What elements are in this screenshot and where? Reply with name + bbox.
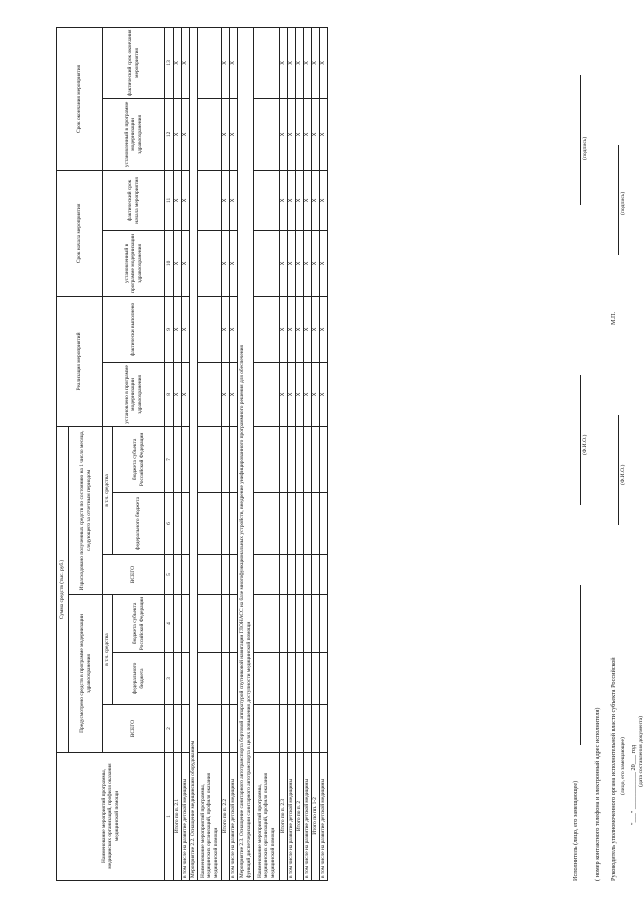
table-cell xyxy=(288,493,296,555)
x-mark: X xyxy=(174,170,182,230)
x-mark: X xyxy=(230,98,238,170)
row-label: в том числе на развитие детской медицины xyxy=(230,753,238,881)
table-row xyxy=(182,27,190,880)
table-cell xyxy=(312,705,320,753)
x-mark: X xyxy=(296,230,304,296)
table-row xyxy=(230,27,238,880)
col-num: 6 xyxy=(165,493,174,555)
table-cell xyxy=(304,705,312,753)
table-cell xyxy=(288,705,296,753)
table-cell xyxy=(320,705,328,753)
x-mark: X xyxy=(320,230,328,296)
table-body xyxy=(174,27,328,880)
table-cell xyxy=(230,426,238,492)
x-mark: X xyxy=(222,362,230,426)
table-cell xyxy=(254,296,280,362)
section-title-line: Мероприятие 2.3. Оснащение санитарного автотранспорта бортовой аппаратурой спутниковой навигации ГЛОНАСС на базе многофункциональных устройств, внедрение унифицированного программного решения для обеспечения xyxy=(239,344,246,878)
table-cell xyxy=(182,705,190,753)
x-mark: X xyxy=(222,27,230,98)
header-planned: Предусмотрено средств в программе модернизации здравоохранения xyxy=(69,595,103,753)
table-cell xyxy=(320,653,328,705)
x-mark: X xyxy=(320,170,328,230)
header-incl-planned: в т.ч. средства xyxy=(103,595,113,705)
table-row xyxy=(296,27,304,880)
table-cell xyxy=(312,426,320,492)
table-cell xyxy=(230,493,238,555)
x-mark: X xyxy=(174,296,182,362)
table-cell xyxy=(222,555,230,595)
row-label: Наименование мероприятий программы, медицинских организаций, профиля оказания медицинской помощи xyxy=(198,753,222,881)
executor-label: Исполнитель (лицо, его замещающее) xyxy=(572,780,579,881)
x-mark: X xyxy=(182,170,190,230)
table-cell xyxy=(198,555,222,595)
table-cell xyxy=(198,27,222,98)
table-row xyxy=(174,27,182,880)
x-mark: X xyxy=(174,230,182,296)
table-row xyxy=(320,27,328,880)
table-row xyxy=(288,27,296,880)
x-mark: X xyxy=(304,362,312,426)
x-mark: X xyxy=(296,362,304,426)
head-fio-caption: (Ф.И.О.) xyxy=(620,464,626,485)
section-title xyxy=(238,27,254,880)
table-cell xyxy=(198,170,222,230)
x-mark: X xyxy=(280,296,288,362)
table-cell xyxy=(230,705,238,753)
executor-line-1 xyxy=(580,585,581,745)
head-sign-line xyxy=(618,145,619,255)
x-mark: X xyxy=(304,27,312,98)
table-cell xyxy=(182,493,190,555)
x-mark: X xyxy=(288,230,296,296)
table-cell xyxy=(254,27,280,98)
x-mark: X xyxy=(280,230,288,296)
col-num: 11 xyxy=(165,170,174,230)
header-used: Израсходовано полученных средств по состоянию на 1 число месяца, следующего за отчетным периодом xyxy=(69,426,103,594)
x-mark: X xyxy=(320,27,328,98)
table-row xyxy=(312,27,320,880)
table-cell xyxy=(198,296,222,362)
header-start-actual: фактический срок начала мероприятия xyxy=(103,170,165,230)
x-mark: X xyxy=(288,27,296,98)
table-cell xyxy=(280,493,288,555)
table-cell xyxy=(174,653,182,705)
row-label: Итого по п. 2.2 xyxy=(222,753,230,881)
header-total-planned: ВСЕГО xyxy=(103,705,165,753)
header-impl: Реализация мероприятий xyxy=(57,296,103,426)
table-row xyxy=(254,27,280,880)
table-cell xyxy=(174,705,182,753)
header-total-used: ВСЕГО xyxy=(103,555,165,595)
col-num: 1 xyxy=(165,753,174,881)
col-num: 8 xyxy=(165,362,174,426)
table-cell xyxy=(312,595,320,653)
table-cell xyxy=(198,705,222,753)
table-cell xyxy=(198,426,222,492)
table-cell xyxy=(174,555,182,595)
x-mark: X xyxy=(182,230,190,296)
x-mark: X xyxy=(312,27,320,98)
x-mark: X xyxy=(174,27,182,98)
table-cell xyxy=(174,595,182,653)
header-regional-planned: бюджета субъекта Российской Федерации xyxy=(113,595,165,653)
table-cell xyxy=(304,426,312,492)
table-row xyxy=(280,27,288,880)
table-cell xyxy=(198,595,222,653)
x-mark: X xyxy=(312,230,320,296)
table-cell xyxy=(320,555,328,595)
row-label: Итого по пп. 1-2 xyxy=(312,753,320,881)
x-mark: X xyxy=(288,98,296,170)
header-end: Срок окончания мероприятия xyxy=(57,27,103,170)
x-mark: X xyxy=(230,27,238,98)
x-mark: X xyxy=(296,296,304,362)
row-label: в том числе на развитие детской медицины xyxy=(288,753,296,881)
table-cell xyxy=(296,426,304,492)
column-numbers-row xyxy=(165,27,174,880)
header-start-planned: установленный в программе модернизации здравоохранения xyxy=(103,230,165,296)
col-num: 9 xyxy=(165,296,174,362)
table-cell xyxy=(288,426,296,492)
table-cell xyxy=(320,595,328,653)
executor-fio-line xyxy=(580,375,581,505)
x-mark: X xyxy=(312,98,320,170)
table-cell xyxy=(296,705,304,753)
table-cell xyxy=(304,653,312,705)
x-mark: X xyxy=(230,296,238,362)
x-mark: X xyxy=(182,296,190,362)
table-cell xyxy=(296,595,304,653)
table-row xyxy=(198,27,222,880)
x-mark: X xyxy=(182,98,190,170)
header-impl-actual: фактически выполнено xyxy=(103,296,165,362)
table-cell xyxy=(254,98,280,170)
col-num: 13 xyxy=(165,27,174,98)
table-cell xyxy=(254,653,280,705)
table-cell xyxy=(254,595,280,653)
x-mark: X xyxy=(230,362,238,426)
table-cell xyxy=(254,230,280,296)
table-cell xyxy=(230,595,238,653)
x-mark: X xyxy=(296,27,304,98)
header-start: Срок начала мероприятия xyxy=(57,170,103,296)
table-cell xyxy=(320,426,328,492)
table-cell xyxy=(222,705,230,753)
stamp-place: М.П. xyxy=(610,311,617,325)
table-row xyxy=(222,27,230,880)
x-mark: X xyxy=(230,170,238,230)
x-mark: X xyxy=(182,27,190,98)
header-federal-planned: федерального бюджета xyxy=(113,653,165,705)
x-mark: X xyxy=(288,362,296,426)
x-mark: X xyxy=(280,362,288,426)
x-mark: X xyxy=(304,230,312,296)
table-cell xyxy=(288,653,296,705)
table-cell xyxy=(254,493,280,555)
header-end-planned: установленный в программе модернизации здравоохранения xyxy=(103,98,165,170)
header-regional-used: бюджета субъекта Российской Федерации xyxy=(113,426,165,492)
row-label: в том числе на развитие детской медицины xyxy=(304,753,312,881)
head-sign-caption: (подпись) xyxy=(620,191,626,215)
x-mark: X xyxy=(230,230,238,296)
table-cell xyxy=(280,555,288,595)
row-label: Итого по п. 2.3 xyxy=(280,753,288,881)
table-cell xyxy=(222,653,230,705)
table-cell xyxy=(230,653,238,705)
header-federal-used: федерального бюджета xyxy=(113,493,165,555)
table-cell xyxy=(304,595,312,653)
table-cell xyxy=(320,493,328,555)
table-cell xyxy=(254,170,280,230)
report-table xyxy=(56,27,328,881)
section-title-line: функций диспетчеризации санитарного автотранспорта в целях повышения доступности медицинской помощи xyxy=(245,621,252,878)
x-mark: X xyxy=(174,98,182,170)
x-mark: X xyxy=(280,98,288,170)
table-cell xyxy=(312,653,320,705)
header-sum: Сумма средств (тыс. руб.) xyxy=(57,426,69,752)
x-mark: X xyxy=(174,362,182,426)
table-row xyxy=(190,27,198,880)
x-mark: X xyxy=(304,170,312,230)
table-row xyxy=(304,27,312,880)
date-caption: (дата составления документа) xyxy=(638,715,644,787)
table-cell xyxy=(254,555,280,595)
table-cell xyxy=(296,653,304,705)
table-cell xyxy=(280,653,288,705)
header-end-actual: фактический срок окончания мероприятия xyxy=(103,27,165,98)
table-cell xyxy=(182,595,190,653)
table-cell xyxy=(174,493,182,555)
table-cell xyxy=(288,555,296,595)
x-mark: X xyxy=(320,362,328,426)
x-mark: X xyxy=(222,296,230,362)
table-cell xyxy=(254,362,280,426)
head-sub-caption: (лицо, его замещающее) xyxy=(620,737,626,795)
x-mark: X xyxy=(312,362,320,426)
table-cell xyxy=(280,705,288,753)
table-cell xyxy=(312,555,320,595)
table-row xyxy=(238,27,254,880)
header-name: Наименование мероприятий программы, медицинских организаций, профиля оказания медицинской помощи xyxy=(57,753,165,881)
date-field: "___" ____________ 20___ год xyxy=(630,744,637,825)
table-cell xyxy=(198,230,222,296)
table-cell xyxy=(182,426,190,492)
table-cell xyxy=(304,555,312,595)
table-cell xyxy=(198,362,222,426)
x-mark: X xyxy=(304,296,312,362)
table-cell xyxy=(198,493,222,555)
x-mark: X xyxy=(280,27,288,98)
head-label: Руководитель уполномоченного органа исполнительной власти субъекта Российской xyxy=(610,657,617,881)
table-cell xyxy=(254,705,280,753)
header-incl-used: в т.ч. средства xyxy=(103,426,113,554)
contacts-caption: ( номер контактного телефона и электронный адрес исполнителя) xyxy=(594,707,601,881)
row-label: Наименование мероприятий программы, медицинских организаций, профиля оказания медицинской помощи xyxy=(254,753,280,881)
executor-sign-caption: (подпись) xyxy=(582,136,588,160)
x-mark: X xyxy=(222,170,230,230)
table-cell xyxy=(280,426,288,492)
col-num: 7 xyxy=(165,426,174,492)
table-cell xyxy=(198,653,222,705)
x-mark: X xyxy=(296,98,304,170)
table-cell xyxy=(222,493,230,555)
row-label: в том числе на развитие детской медицины xyxy=(182,753,190,881)
x-mark: X xyxy=(296,170,304,230)
executor-fio-caption: (Ф.И.О.) xyxy=(582,434,588,455)
x-mark: X xyxy=(288,296,296,362)
table-cell xyxy=(174,426,182,492)
x-mark: X xyxy=(288,170,296,230)
table-cell xyxy=(254,426,280,492)
table-cell xyxy=(288,595,296,653)
head-fio-line xyxy=(618,415,619,525)
table-cell xyxy=(222,426,230,492)
table-cell xyxy=(296,493,304,555)
executor-sign-line xyxy=(580,75,581,205)
table-cell xyxy=(312,493,320,555)
table-cell xyxy=(222,595,230,653)
col-num: 4 xyxy=(165,595,174,653)
col-num: 3 xyxy=(165,653,174,705)
x-mark: X xyxy=(320,296,328,362)
x-mark: X xyxy=(222,230,230,296)
row-label: Итого по п. 2.1 xyxy=(174,753,182,881)
x-mark: X xyxy=(304,98,312,170)
table-cell xyxy=(182,653,190,705)
x-mark: X xyxy=(312,170,320,230)
x-mark: X xyxy=(182,362,190,426)
header-impl-planned: установлено в программе модернизации здравоохранения xyxy=(103,362,165,426)
table-cell xyxy=(296,555,304,595)
section-title: Мероприятие 2.2. Оснащение медицинским оборудованием xyxy=(190,27,198,880)
col-num: 2 xyxy=(165,705,174,753)
table-cell xyxy=(230,555,238,595)
table-cell xyxy=(182,555,190,595)
col-num: 5 xyxy=(165,555,174,595)
x-mark: X xyxy=(222,98,230,170)
table-cell xyxy=(280,595,288,653)
col-num: 12 xyxy=(165,98,174,170)
col-num: 10 xyxy=(165,230,174,296)
x-mark: X xyxy=(280,170,288,230)
row-label: в том числе на развитие детской медицины xyxy=(320,753,328,881)
table-cell xyxy=(198,98,222,170)
row-label: Итого по п. 2 xyxy=(296,753,304,881)
x-mark: X xyxy=(312,296,320,362)
x-mark: X xyxy=(320,98,328,170)
table-cell xyxy=(304,493,312,555)
